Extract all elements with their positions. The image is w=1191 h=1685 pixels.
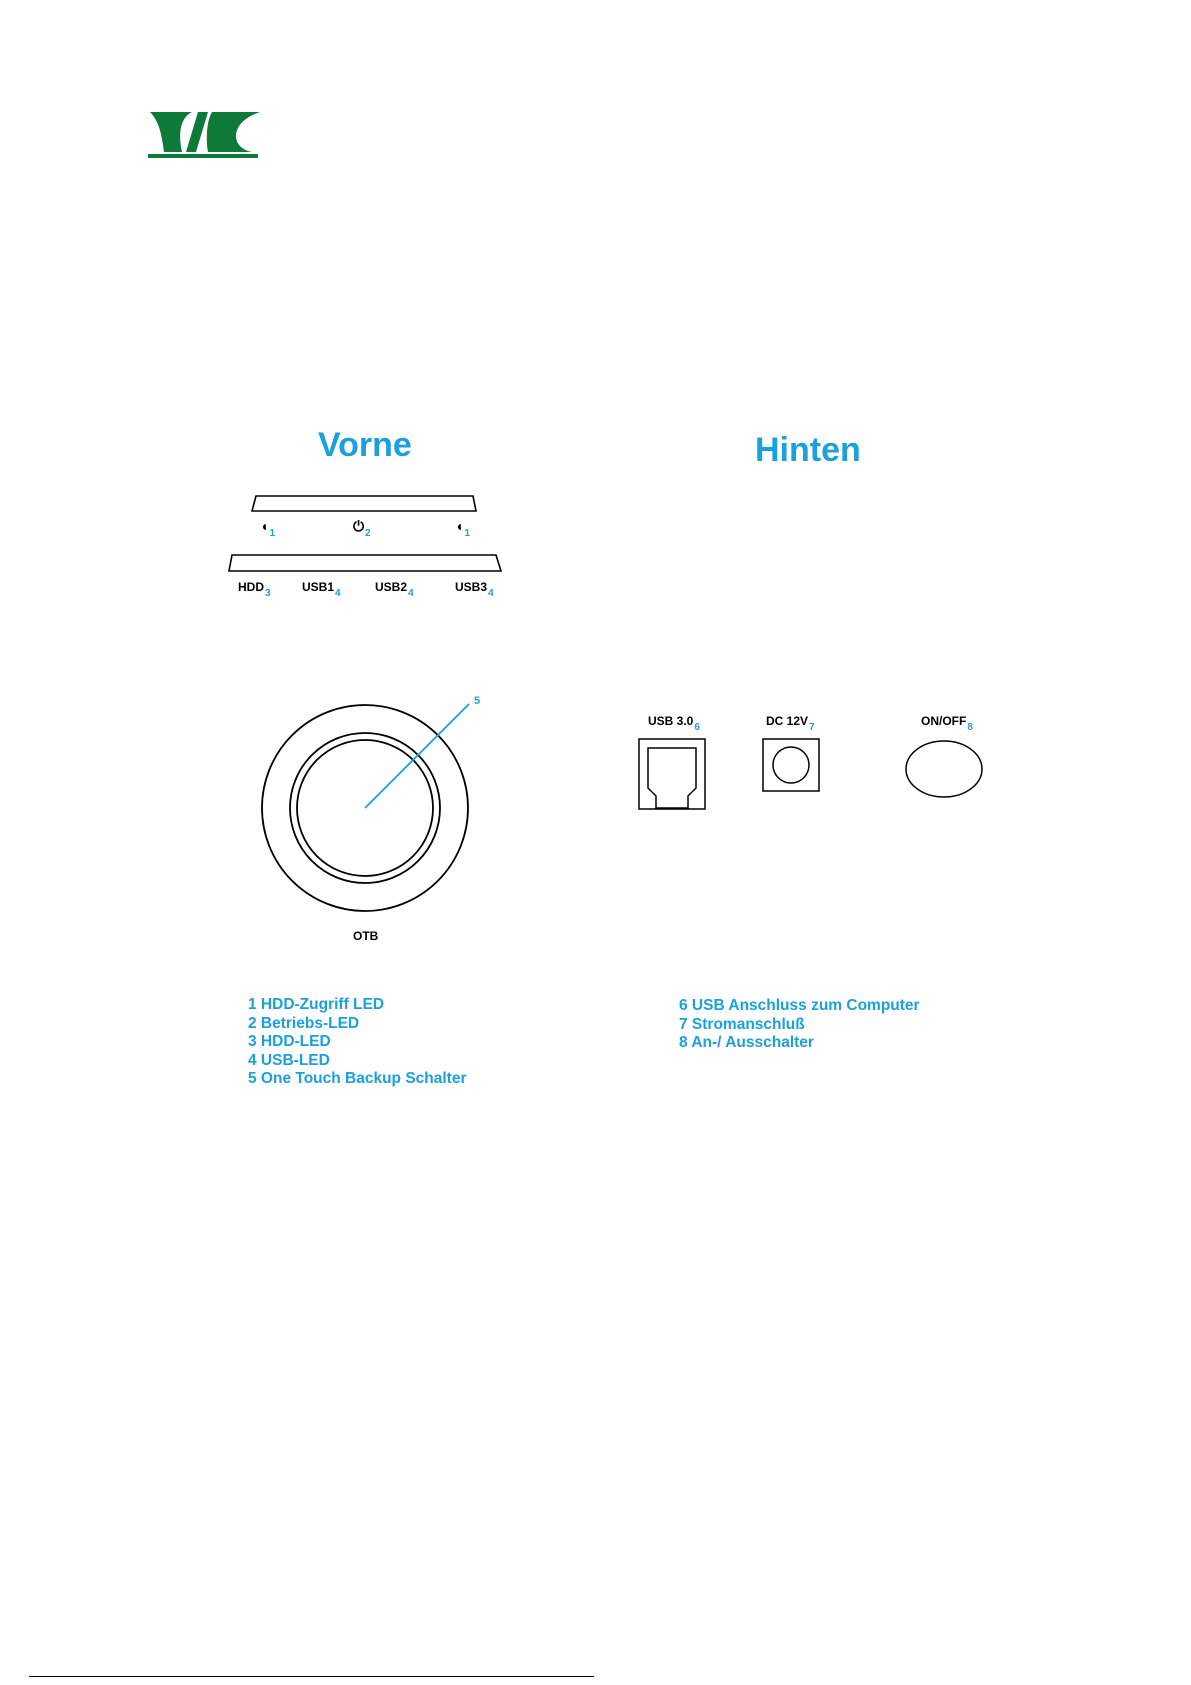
dc12v-label: DC $12V_7$ <box>766 714 815 733</box>
back-legend <box>679 997 920 1053</box>
port-label-usb3: $USB3_4$ <box>455 580 494 599</box>
port-label-usb1: $USB1_4$ <box>302 580 341 599</box>
power-switch-icon <box>905 740 985 800</box>
port-label-usb2: $USB2_4$ <box>375 580 414 599</box>
company-logo <box>148 108 263 168</box>
legend-item: 5 One Touch Backup Schalter <box>248 1070 467 1087</box>
power-icon: ⏻ <box>353 518 365 534</box>
legend-item: 8 An-/ Ausschalter <box>679 1034 814 1051</box>
back-heading: Hinten <box>755 431 861 469</box>
front-heading: Vorne <box>318 426 412 464</box>
legend-item: 3 HDD-LED <box>248 1033 331 1050</box>
otb-button-diagram <box>255 690 495 930</box>
usb30-port-icon <box>638 738 708 812</box>
front-port-strip <box>229 555 504 575</box>
footer-rule <box>29 1676 594 1677</box>
otb-callout-number: 5 <box>474 695 481 707</box>
power-led: $⏻_2$ <box>353 518 371 539</box>
hdd-access-led-1: $◖_1$ <box>260 518 276 539</box>
usb30-label: USB $3.0_6$ <box>648 714 700 733</box>
hdd-access-led-2: $◖_1$ <box>455 518 471 539</box>
port-label-hdd: $HDD_3$ <box>238 580 271 599</box>
legend-item: 1 HDD-Zugriff LED <box>248 996 385 1013</box>
otb-label: OTB <box>353 929 379 943</box>
onoff-label: $ON/OFF_8$ <box>921 714 973 733</box>
legend-item: 6 USB Anschluss zum Computer <box>679 997 920 1014</box>
led-arc-icon: ◖ <box>260 518 269 534</box>
led-arc-icon: ◖ <box>455 518 464 534</box>
logo-mark <box>148 108 263 168</box>
legend-item: 2 Betriebs-LED <box>248 1014 360 1032</box>
dc-power-jack-icon <box>762 738 822 794</box>
front-legend <box>248 996 467 1089</box>
legend-item: 4 USB-LED <box>248 1051 330 1069</box>
legend-item: 7 Stromanschluß <box>679 1015 805 1033</box>
front-led-strip <box>250 496 480 516</box>
